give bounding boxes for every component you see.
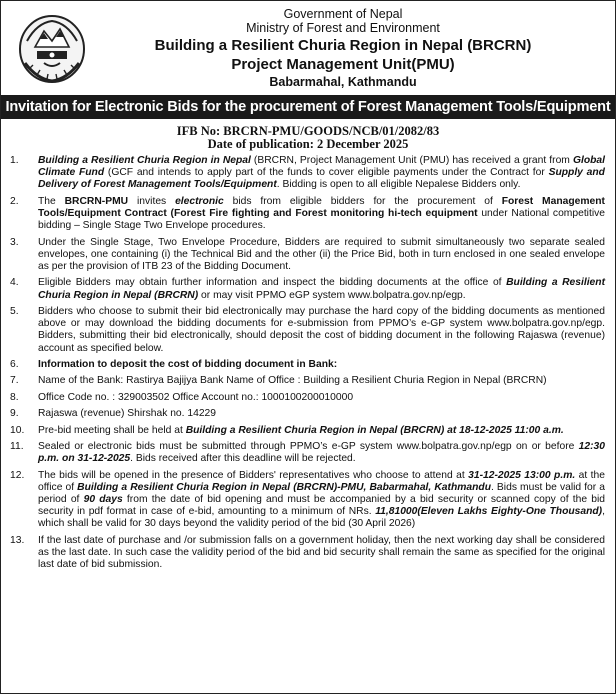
publication-date: Date of publication: 2 December 2025	[207, 137, 409, 151]
item-text-run: Eligible Bidders may obtain further information and inspect the bidding documents at the office of	[38, 277, 507, 289]
list-item	[7, 277, 605, 301]
item-number: 7.	[10, 375, 19, 387]
list-item	[7, 408, 605, 420]
item-text-run: Building a Resilient Churia Region in Nepal (BRCRN)	[38, 277, 606, 301]
item-number: 1.	[10, 155, 19, 166]
item-text	[38, 359, 605, 371]
item-text-run: BRCRN-PMU	[64, 195, 129, 207]
item-text	[38, 470, 605, 531]
item-text-run: Information to deposit the cost of bidding document in Bank:	[38, 358, 338, 370]
item-number: 12.	[10, 469, 25, 481]
item-text-run: 11,81000(Eleven Lakhs Eighty-One Thousand)	[375, 506, 603, 518]
item-text-run: , which shall be valid for 30 days beyond the validity period of the bid (30 April 2026)	[38, 506, 605, 530]
list-item	[7, 535, 605, 572]
item-text	[38, 155, 605, 192]
nepal-emblem-icon	[17, 11, 87, 85]
list-item	[7, 306, 605, 355]
item-text-run: bids from eligible bidders for the procurement of	[223, 195, 502, 207]
list-item	[7, 392, 605, 404]
item-number: 4.	[10, 277, 19, 289]
ifb-block	[1, 125, 615, 151]
item-text	[38, 425, 605, 437]
list-item	[7, 441, 605, 465]
item-text-run: Forest Management Tools/Equipment Contract (Forest Fire fighting and Forest monitoring hi-tech equipment	[38, 195, 605, 219]
item-text-run: Office Code no. : 329003502 Office Account no.: 1000100200010000	[38, 391, 354, 403]
item-text-run: or may visit PPMO eGP system www.bolpatra.gov.np/egp.	[198, 289, 466, 301]
item-number: 8.	[10, 391, 19, 403]
item-text-run: electronic	[175, 195, 224, 207]
ifb-number: IFB No: BRCRN-PMU/GOODS/NCB/01/2082/83	[176, 124, 440, 138]
item-text-run: The bids will be opened in the presence of Bidders' representatives who choose to attend at	[38, 469, 469, 481]
item-number: 5.	[10, 305, 19, 317]
item-number: 2.	[10, 195, 19, 207]
item-text-run: Bidders who choose to submit their bid electronically may purchase the hard copy of the bidding documents as mentioned above or may download the bidding documents for e-submission from PPMO’s e-GP system www.bolpatra.gov.np/egp. Bidders, submitting their bid electronically, should deposit the cost of bidding document in the following Rajaswa (revenue) account as specified below.	[38, 305, 605, 354]
item-text-run: Pre-bid meeting shall be held at	[38, 424, 186, 436]
list-item	[7, 375, 605, 387]
item-text-run: invites	[128, 195, 176, 207]
header	[91, 7, 595, 90]
invitation-banner: Invitation for Electronic Bids for the procurement of Forest Management Tools/Equipment	[1, 95, 615, 119]
item-number: 6.	[10, 358, 19, 370]
item-text-run: Supply and Delivery of Forest Management Tools/Equipment	[38, 167, 605, 191]
item-number: 11.	[10, 440, 24, 452]
item-text-run: under National competitive bidding – Single Stage Two Envelope procedures.	[38, 208, 605, 232]
item-text-run: Global Climate Fund	[38, 155, 605, 179]
item-text-run: (GCF and intends to apply part of the funds to cover eligible payments under the Contract for	[104, 167, 549, 179]
item-text-run: from the date of bid opening and must be accompanied by a bid security or scanned copy of the bid security in pdf format in case of e-bid, amounting to a minimum of NRs.	[38, 493, 605, 518]
item-text	[38, 408, 605, 420]
item-text	[38, 277, 605, 301]
item-text	[38, 392, 605, 404]
item-text-run: 12:30 p.m. on 31-12-2025	[38, 440, 605, 465]
list-item	[7, 155, 605, 192]
item-text	[38, 535, 605, 572]
item-text	[38, 196, 605, 233]
item-text-run: Name of the Bank: Rastirya Bajijya Bank Name of Office : Building a Resilient Churia Region in Nepal (BRCRN)	[38, 375, 547, 387]
item-text-run: Building a Resilient Churia Region in Nepal	[38, 155, 251, 166]
list-item	[7, 470, 605, 531]
unit-title: Project Management Unit(PMU)	[231, 56, 455, 73]
item-text	[38, 306, 605, 355]
item-number: 9.	[10, 408, 19, 420]
item-text-run: Building a Resilient Churia Region in Nepal (BRCRN) at 18-12-2025 11:00 a.m.	[185, 424, 564, 436]
item-text-run: The	[38, 195, 65, 207]
list-item	[7, 237, 605, 274]
item-text-run: If the last date of purchase and /or submission falls on a government holiday, then the next working day shall be considered as the last date. In such case the validity period of the bid and bid security shall remain the same as specified for the original last date of bid submission.	[38, 534, 605, 571]
ministry-name: Ministry of Forest and Environment	[246, 21, 440, 35]
item-text-run: Building a Resilient Churia Region in Nepal (BRCRN)-PMU, Babarmahal, Kathmandu	[77, 481, 491, 493]
list-item	[7, 359, 605, 371]
item-text-run: Rajaswa (revenue) Shirshak no. 14229	[38, 408, 217, 420]
office-address: Babarmahal, Kathmandu	[269, 75, 417, 89]
item-text	[38, 375, 605, 387]
project-title: Building a Resilient Churia Region in Nepal (BRCRN)	[154, 37, 532, 54]
government-name: Government of Nepal	[283, 7, 403, 21]
list-item	[7, 196, 605, 233]
list-item	[7, 425, 605, 437]
item-number: 13.	[10, 534, 25, 546]
bid-terms-list	[7, 155, 605, 576]
item-text-run: Sealed or electronic bids must be submitted through PPMO’s e-GP system www.bolpatra.gov.np/egp on or before	[38, 440, 579, 452]
item-text-run: Under the Single Stage, Two Envelope Procedure, Bidders are required to submit simultaneously two separate sealed envelopes, one containing (i) the Technical Bid and the other (ii) the Price Bid, both in turn enclosed in one sealed envelope as per the provision of ITB 23 of the Bidding Document.	[38, 236, 605, 272]
item-number: 10.	[10, 424, 25, 436]
item-text-run: (BRCRN, Project Management Unit (PMU) has received a grant from	[250, 155, 573, 166]
item-text	[38, 237, 605, 274]
item-text-run: . Bids received after this deadline will be rejected.	[130, 453, 356, 465]
item-text-run: 31-12-2025 13:00 p.m.	[468, 469, 576, 481]
item-text-run: . Bidding is open to all eligible Nepalese Bidders only.	[276, 179, 521, 191]
item-number: 3.	[10, 236, 19, 248]
item-text-run: at the office of	[38, 469, 605, 493]
item-text-run: . Bids must be valid for a period of	[38, 481, 606, 505]
item-text-run: 90 days	[83, 493, 123, 505]
item-text	[38, 441, 605, 465]
